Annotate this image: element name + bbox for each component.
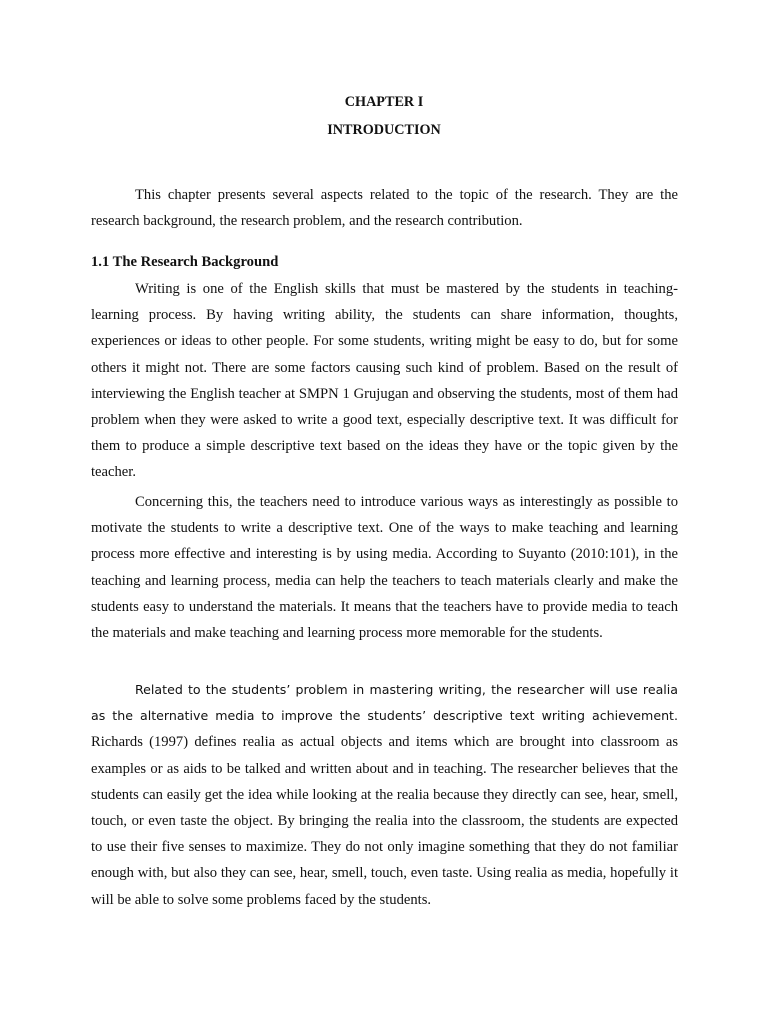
paragraph-3-sans-segment: Related to the students’ problem in mastering writing, the researcher will use realia as the alternative media to improve the students’ descriptive text writing achievement. <box>91 682 678 724</box>
background-paragraph-2: Concerning this, the teachers need to introduce various ways as interestingly as possible to motivate the students to write a descriptive text. One of the ways to make teaching and learning process more effective and interesting is by using media. According to Suyanto (2010:101), in the teaching and learning process, media can help the teachers to teach materials clearly and make the students easy to understand the materials. It means that the teachers have to provide media to teach the materials and make teaching and learning process more memorable for the students. <box>91 494 678 642</box>
section-heading: 1.1 The Research Background <box>91 254 279 270</box>
chapter-heading <box>0 91 768 147</box>
background-paragraph-3 <box>91 677 678 913</box>
intro-paragraph: This chapter presents several aspects related to the topic of the research. They are the research background, the research problem, and the research contribution. <box>91 187 678 230</box>
chapter-title: INTRODUCTION <box>327 122 441 138</box>
paragraph-3-serif-segment: Richards (1997) defines realia as actual objects and items which are brought into classroom as examples or as aids to be talked and written about and in teaching. The researcher believes that the students can easily get the idea while looking at the realia because they directly can see, hear, smell, touch, or even taste the object. By bringing the realia into the classroom, the students are expected to use their five senses to maximize. They do not only imagine something that they do not familiar enough with, but also they can see, hear, smell, touch, even taste. Using realia as media, hopefully it will be able to solve some problems faced by the students. <box>91 734 678 908</box>
chapter-label: CHAPTER I <box>344 94 424 110</box>
background-paragraph-1: Writing is one of the English skills that must be mastered by the students in teaching-learning process. By having writing ability, the students can share information, thoughts, experiences or ideas to other people. For some students, writing might be easy to do, but for some others it might not. There are some factors causing such kind of problem. Based on the result of interviewing the English teacher at SMPN 1 Grujugan and observing the students, most of them had problem when they were asked to write a good text, especially descriptive text. It was difficult for them to produce a simple descriptive text based on the ideas they have or the topic given by the teacher. <box>91 281 678 481</box>
